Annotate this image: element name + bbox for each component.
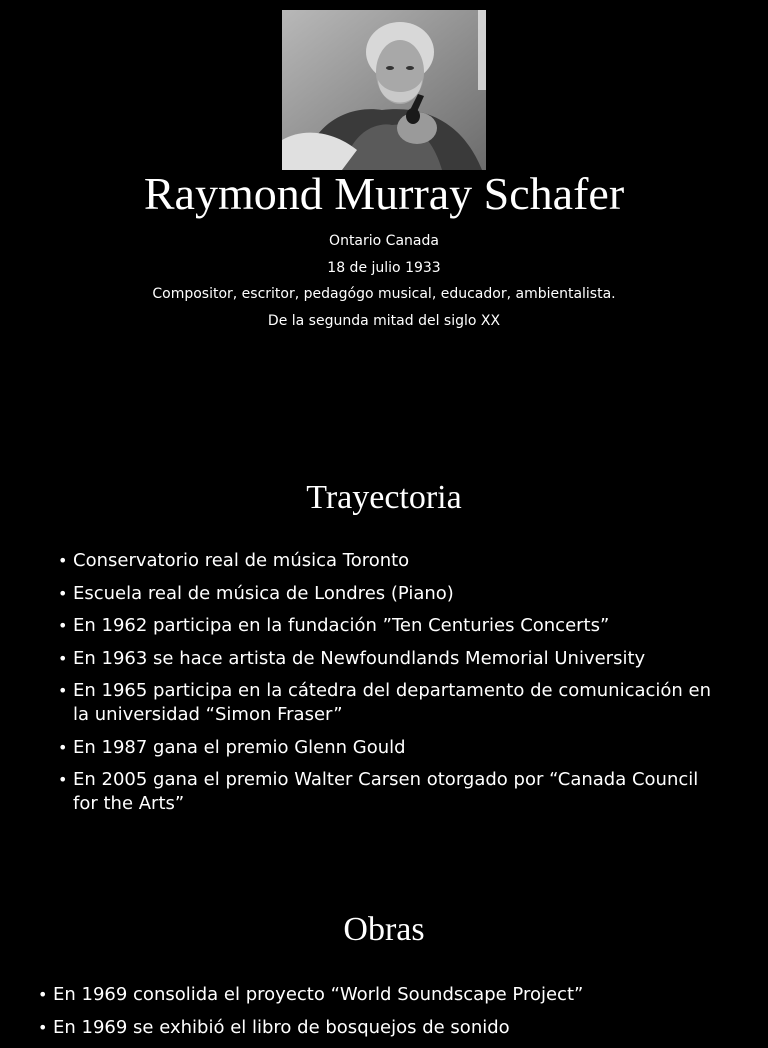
- trayectoria-list: [56, 549, 726, 825]
- bullet-icon: •: [58, 616, 68, 635]
- info-occupation: Compositor, escritor, pedagógo musical, educador, ambientalista.: [152, 286, 616, 302]
- list-item: • Escuela real de música de Londres (Piano): [58, 582, 454, 604]
- bullet-icon: •: [38, 1017, 48, 1037]
- portrait-illustration: [282, 10, 486, 170]
- bullet-icon: •: [38, 985, 48, 1004]
- info-period: De la segunda mitad del siglo XX: [267, 312, 501, 329]
- bullet-icon: •: [58, 648, 68, 668]
- bullet-icon: •: [58, 681, 68, 700]
- bullet-icon: •: [58, 737, 68, 757]
- info-birthdate: 18 de julio 1933: [327, 259, 441, 276]
- bullet-icon: •: [58, 551, 68, 570]
- list-item: • En 2005 gana el premio Walter Carsen otorgado por “Canada Council for the Arts”: [58, 769, 699, 814]
- list-item: • En 1987 gana el premio Glenn Gould: [58, 736, 406, 758]
- list-item: • Conservatorio real de música Toronto: [58, 550, 410, 571]
- section-title-trayectoria: Trayectoria: [306, 479, 462, 516]
- bullet-icon: •: [58, 583, 68, 603]
- biography-info: [0, 228, 768, 334]
- obras-list: [36, 983, 736, 1048]
- page-title: Raymond Murray Schafer: [143, 168, 625, 219]
- list-item: • En 1962 participa en la fundación ”Ten Centuries Concerts”: [58, 615, 610, 636]
- list-item: • En 1969 consolida el proyecto “World Soundscape Project”: [38, 984, 584, 1005]
- list-item: • En 1969 se exhibió el libro de bosquejos de sonido: [38, 1016, 510, 1038]
- section-title-obras: Obras: [343, 911, 425, 948]
- info-location: Ontario Canada: [329, 233, 439, 249]
- list-item: • En 1963 se hace artista de Newfoundlands Memorial University: [58, 647, 646, 669]
- bullet-icon: •: [58, 770, 68, 789]
- portrait-photo: [282, 10, 486, 170]
- list-item: • En 1965 participa en la cátedra del departamento de comunicación en la universidad “Simon Fraser”: [58, 680, 712, 725]
